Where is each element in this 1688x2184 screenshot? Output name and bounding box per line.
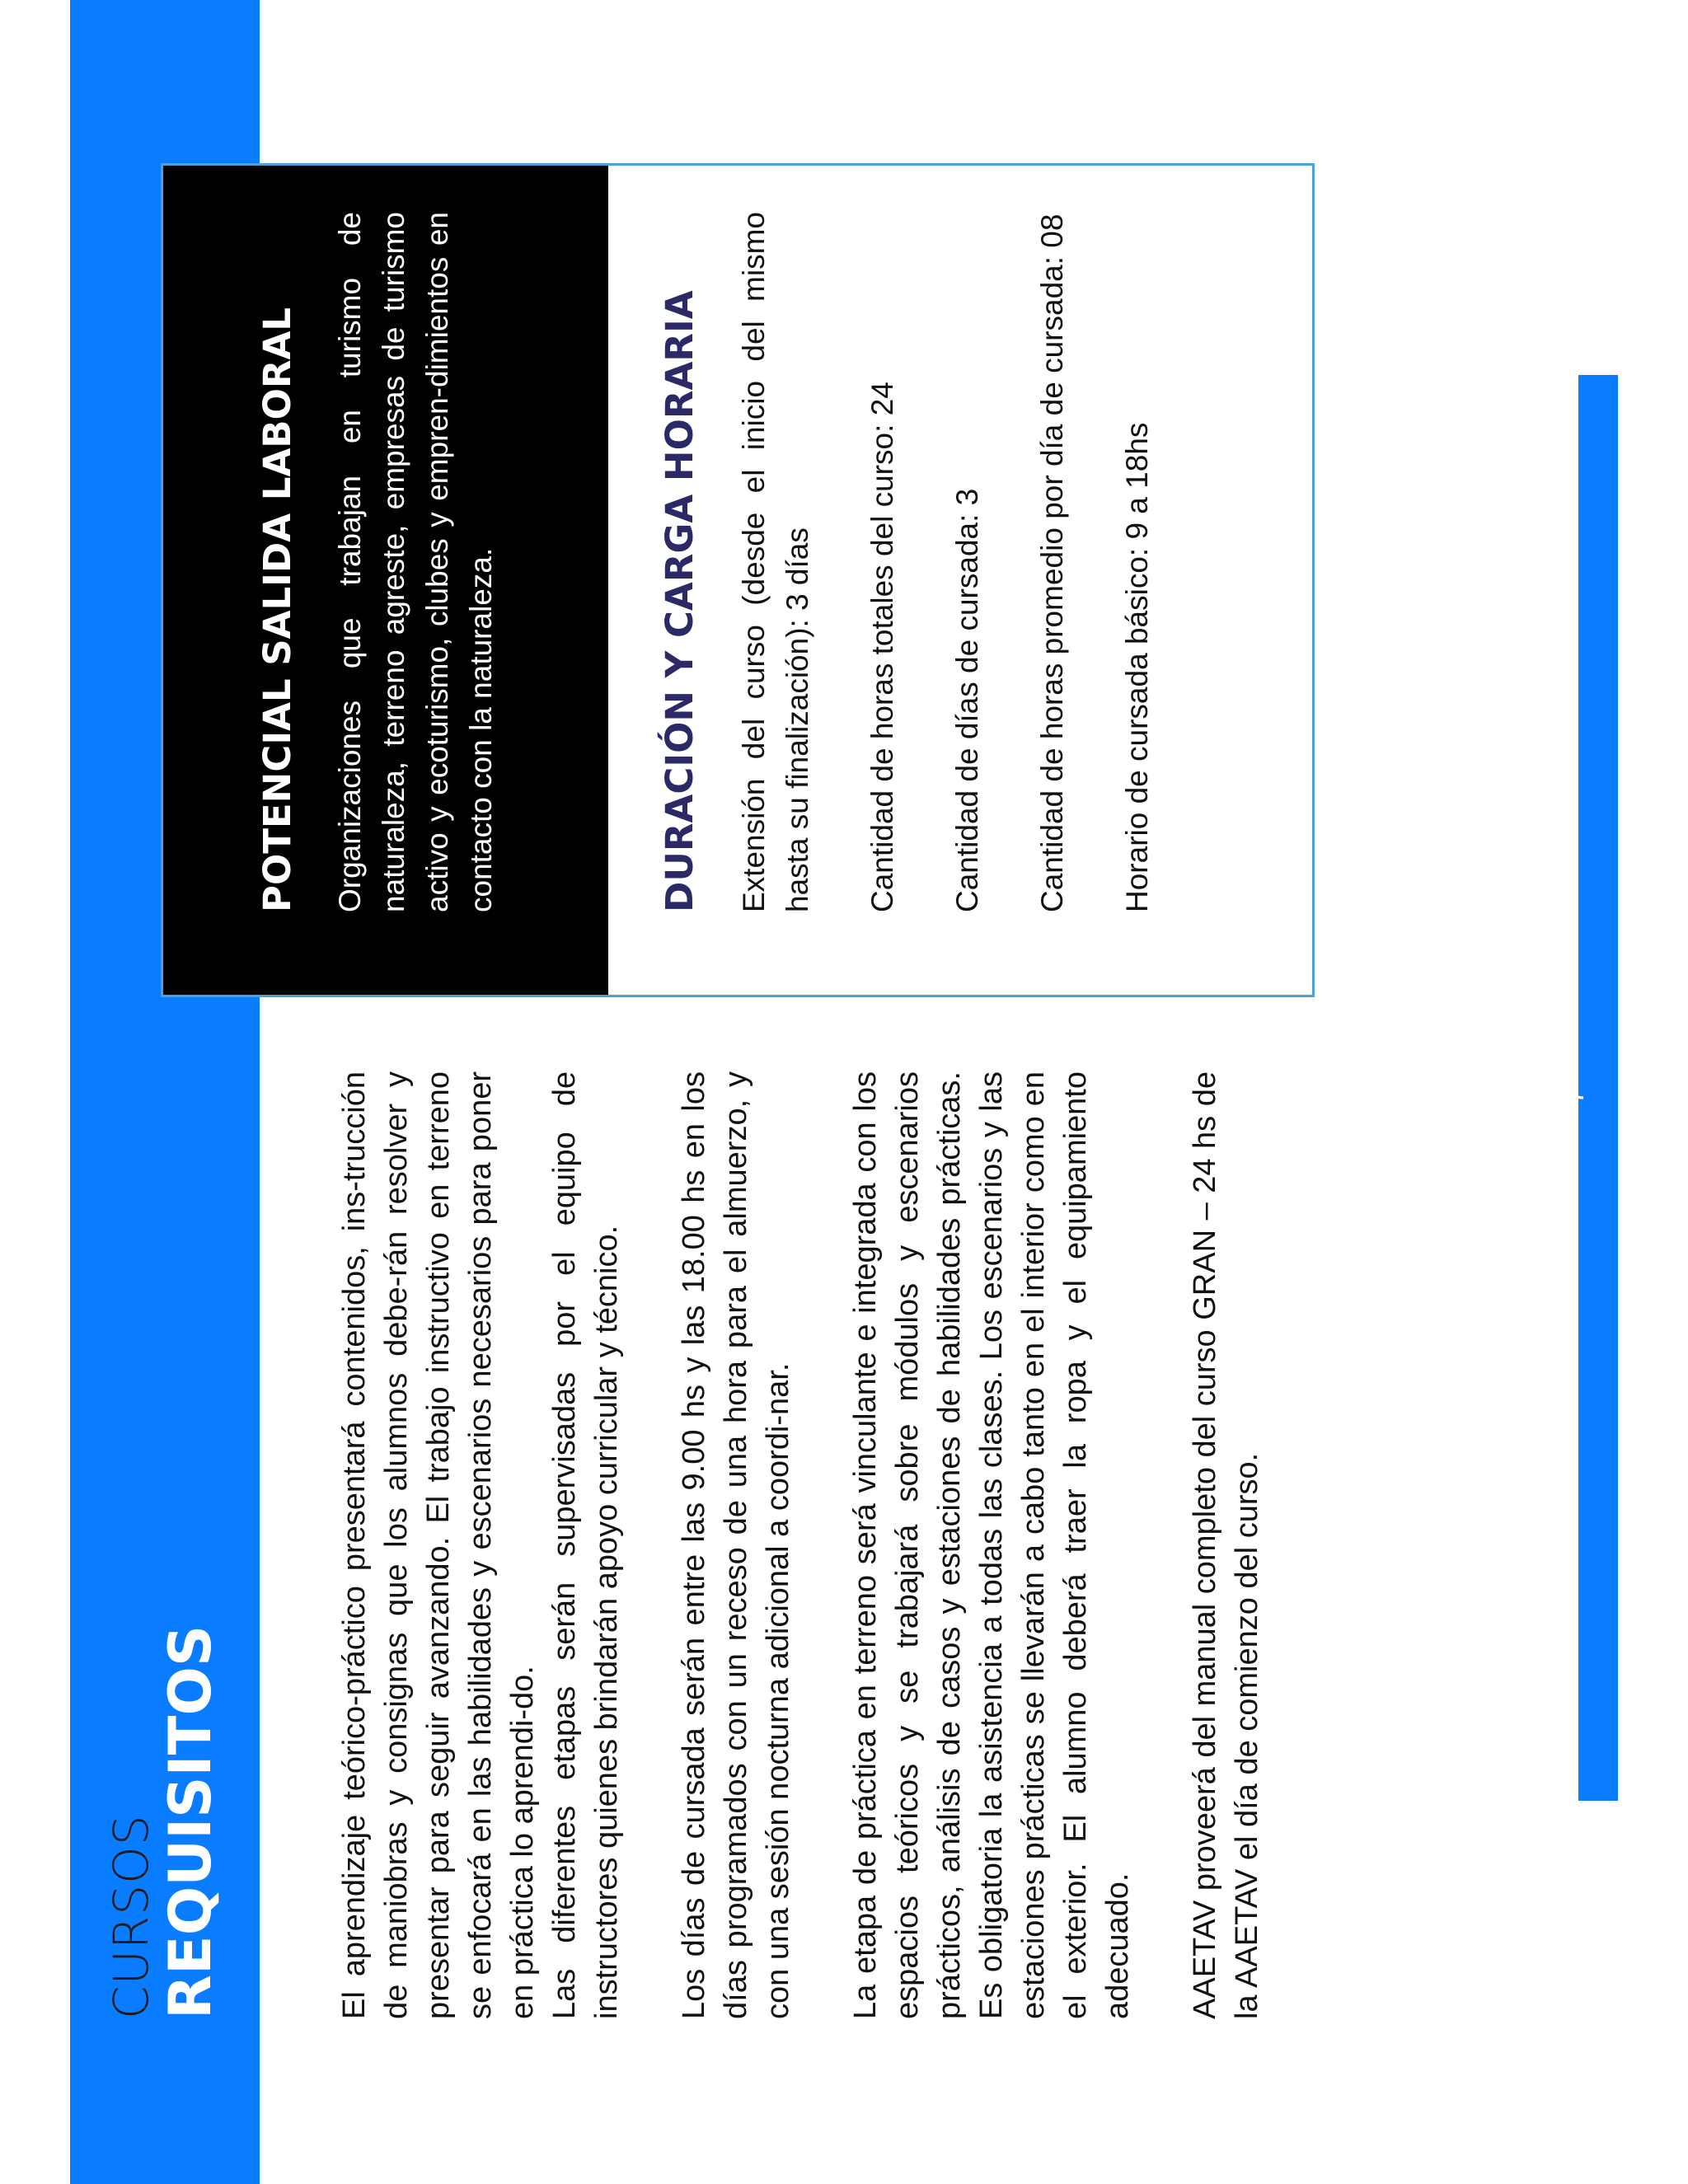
info-box: [161, 163, 1315, 997]
duracion-title: DURACIÓN Y CARGA HORARIA: [658, 290, 701, 912]
paragraph-aprendizaje: El aprendizaje teórico-práctico presentará contenidos, ins-trucción de maniobras y consignas que los alumnos debe-rán resolver y presentar para seguir avanzando. El trabajo instructivo en terreno se enfocará en las habilidades y escenarios necesarios para poner en práctica lo aprendi-do.: [337, 1071, 540, 2019]
duracion-item: Extensión del curso (desde el inicio del mismo hasta su finalización): 3 días: [737, 212, 814, 912]
potencial-title: POTENCIAL SALIDA LABORAL: [256, 307, 299, 912]
duracion-item: Horario de cursada básico: 9 a 18hs: [1120, 422, 1154, 912]
paragraph-dias-cursada: Los días de cursada serán entre las 9.00 hs y las 18.00 hs en los días programados con un receso de una hora para el almuerzo, y con una sesión nocturna adicional a coordi-nar.: [677, 1071, 795, 2019]
potencial-text: Organizaciones que trabajan en turismo de naturaleza, terreno agreste, empresas de turismo activo y ecoturismo, clubes y empren-dimientos en contacto con la naturaleza.: [333, 212, 498, 912]
duracion-item: Cantidad de horas totales del curso: 24: [865, 382, 899, 912]
paragraph-etapas: Las diferentes etapas serán supervisadas por el equipo de instructores quienes brindarán apoyo curricular y técnico.: [547, 1071, 624, 2019]
duracion-item: Cantidad de días de cursada: 3: [950, 488, 984, 912]
paragraph-practica-terreno: La etapa de práctica en terreno será vinculante e integrada con los espacios teóricos y se trabajará sobre módulos y escenarios prácticos, análisis de casos y estaciones de habilidades prácticas. Es obligatoria la asistencia a todas las clases. Los escenarios y las estaciones prácticas se llevarán a cabo tanto en el interior como en el exterior. El alumno deberá traer la ropa y el equipamiento adecuado.: [848, 1071, 1135, 2019]
potencial-panel: [163, 166, 608, 995]
duracion-list: [732, 212, 1200, 912]
page-number: -7-: [1556, 1078, 1590, 1114]
duracion-item: Cantidad de horas promedio por día de cursada: 08: [1035, 213, 1069, 912]
paragraph-manual: AAETAV proveerá del manual completo del curso GRAN – 24 hs de la AAETAV el día de comienzo del curso.: [1188, 1071, 1264, 2019]
section-label: CURSOS: [103, 1814, 159, 2019]
body-text-column: [334, 1071, 1268, 2019]
page-title: REQUISITOS: [157, 1624, 224, 2019]
